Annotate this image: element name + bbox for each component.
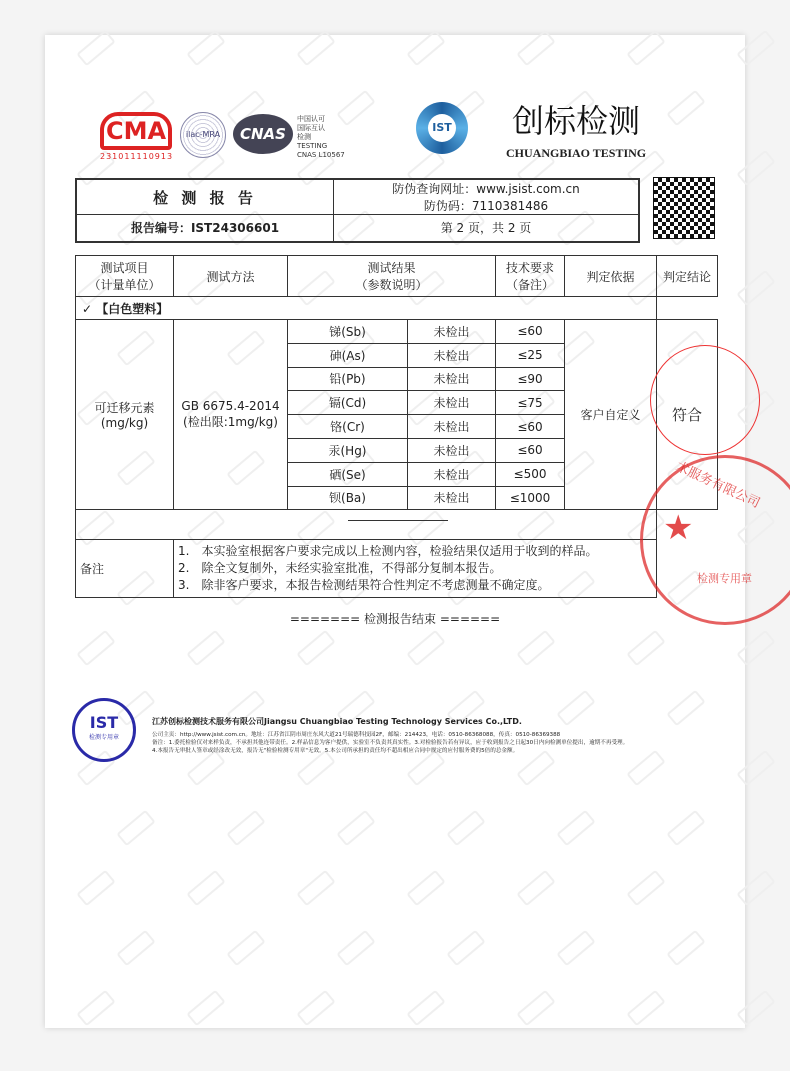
- cnas-logo: CNAS: [233, 114, 293, 154]
- header-line: 测试结果: [367, 261, 416, 275]
- report-number: 报告编号：IST24306601: [76, 215, 334, 242]
- cell-element: 钡(Ba): [288, 486, 408, 510]
- column-header: [657, 256, 718, 297]
- cell-result: 未检出: [408, 367, 496, 391]
- cnas-line: 国际互认: [297, 124, 325, 132]
- footer-line: 备注：1.委托检验仅对来样负责，不承担其他连带责任。2.样品信息为客户提供，实验室不负责其真实性。3.对检验报告若有异议，应于收到报告之日起30日内向检测单位提出，逾期不再受理。: [152, 740, 629, 746]
- test-item-line: (mg/kg): [100, 416, 149, 431]
- cell-result: 未检出: [408, 415, 496, 439]
- cell-result: 未检出: [408, 462, 496, 486]
- judgment-basis: 客户自定义: [565, 320, 657, 510]
- column-header: [496, 256, 565, 297]
- cell-req: ≤90: [496, 367, 565, 391]
- cell-req: ≤60: [496, 320, 565, 344]
- note-item: 3. 除非客户要求，本报告检测结果符合性判定不考虑测量不确定度。: [178, 578, 550, 593]
- section-label: ✓ 【白色塑料】: [76, 297, 657, 320]
- report-header-table: [75, 178, 640, 243]
- column-header: [174, 256, 288, 297]
- cell-result: 未检出: [408, 391, 496, 415]
- header-line: 判定依据: [586, 269, 635, 284]
- cma-number: 231011110913: [100, 152, 174, 161]
- separator-line: [348, 520, 448, 521]
- footer-company: 江苏创标检测技术服务有限公司Jiangsu Chuangbiao Testing Technology Services Co.,LTD.: [152, 717, 522, 726]
- footer-seal-subtext: 检测专用章: [88, 734, 119, 741]
- anti-fake-info: [334, 179, 640, 215]
- cell-result: 未检出: [408, 343, 496, 367]
- test-method-line: GB 6675.4-2014: [181, 399, 280, 414]
- note-item: 1. 本实验室根据客户要求完成以上检测内容，检验结果仅适用于收到的样品。: [178, 544, 598, 559]
- brand-name-en: CHUANGBIAO TESTING: [506, 146, 647, 160]
- cell-req: ≤1000: [496, 486, 565, 510]
- cell-element: 铅(Pb): [288, 367, 408, 391]
- cma-logo: CMA: [100, 112, 172, 150]
- stamp-subtext: 检测专用章: [697, 572, 752, 585]
- note-item: 2. 除全文复制外，未经实验室批准，不得部分复制本报告。: [178, 561, 502, 576]
- cell-result: 未检出: [408, 438, 496, 462]
- cnas-line: 检测: [297, 133, 311, 141]
- cell-req: ≤75: [496, 391, 565, 415]
- cell-element: 汞(Hg): [288, 438, 408, 462]
- ist-logo: [416, 102, 468, 154]
- end-of-report: ======= 检测报告结束 ======: [289, 612, 501, 626]
- cell-req: ≤500: [496, 462, 565, 486]
- test-results-table: [75, 255, 718, 598]
- report-title: 检 测 报 告: [76, 179, 334, 215]
- brand-name-cn: 创标检测: [512, 102, 641, 140]
- ilac-logo: ilac-MRA: [180, 112, 226, 158]
- footer-line: 公司主页：http://www.jsist.com.cn。地址：江苏省江阴市周庄东风大道21号瑞德科技园2F，邮编：214423，电话：0510-86368088，传真：0510-86369388: [152, 732, 561, 738]
- footer-lines: [152, 731, 628, 755]
- table-row: [76, 320, 718, 344]
- stamp-star-icon: ★: [663, 508, 694, 548]
- column-header: [288, 256, 496, 297]
- test-method: [174, 320, 288, 510]
- cnas-line: TESTING: [297, 142, 328, 150]
- test-method-line: (检出限:1mg/kg): [183, 415, 278, 430]
- test-item-line: 可迁移元素: [94, 401, 155, 416]
- cell-element: 铬(Cr): [288, 415, 408, 439]
- cnas-line: CNAS L10567: [297, 151, 345, 159]
- header-line: （计量单位）: [88, 278, 161, 292]
- cell-element: 锑(Sb): [288, 320, 408, 344]
- cell-req: ≤25: [496, 343, 565, 367]
- conclusion: 符合: [657, 320, 718, 510]
- footer-seal: [72, 698, 136, 762]
- cell-result: 未检出: [408, 320, 496, 344]
- ist-logo-text: IST: [428, 114, 456, 142]
- cnas-line: 中国认可: [297, 115, 325, 123]
- notes-label: 备注: [76, 540, 174, 598]
- cell-element: 镉(Cd): [288, 391, 408, 415]
- cell-req: ≤60: [496, 438, 565, 462]
- page-info: 第 2 页，共 2 页: [334, 215, 640, 242]
- cell-element: 硒(Se): [288, 462, 408, 486]
- header-line: （参数说明）: [355, 278, 428, 292]
- anti-fake-code: 防伪码：7110381486: [423, 199, 549, 213]
- stamp-text: 术服务有限公司: [673, 459, 763, 512]
- query-url: 防伪查询网址：www.jsist.com.cn: [392, 182, 580, 196]
- qr-code: [654, 178, 714, 238]
- header-line: 测试项目: [100, 261, 149, 275]
- column-header: [565, 256, 657, 297]
- header-line: 技术要求: [505, 261, 554, 275]
- footer-seal-text: IST: [89, 713, 119, 732]
- test-item: [76, 320, 174, 510]
- column-header: [76, 256, 174, 297]
- header-line: （备注）: [505, 278, 554, 292]
- cell-element: 砷(As): [288, 343, 408, 367]
- footer-line: 4.本报告无审批人签章或经涂改无效，报告无"检验检测专用章"无效。5.本公司所承担的责任均不超出相应合同中规定的应付服务费的5倍的总金额。: [152, 748, 519, 754]
- cell-result: 未检出: [408, 486, 496, 510]
- header-line: 判定结论: [662, 269, 711, 284]
- cell-req: ≤60: [496, 415, 565, 439]
- cnas-text: [297, 115, 345, 160]
- conclusion-circle-mark: [650, 345, 760, 455]
- header-line: 测试方法: [206, 269, 255, 284]
